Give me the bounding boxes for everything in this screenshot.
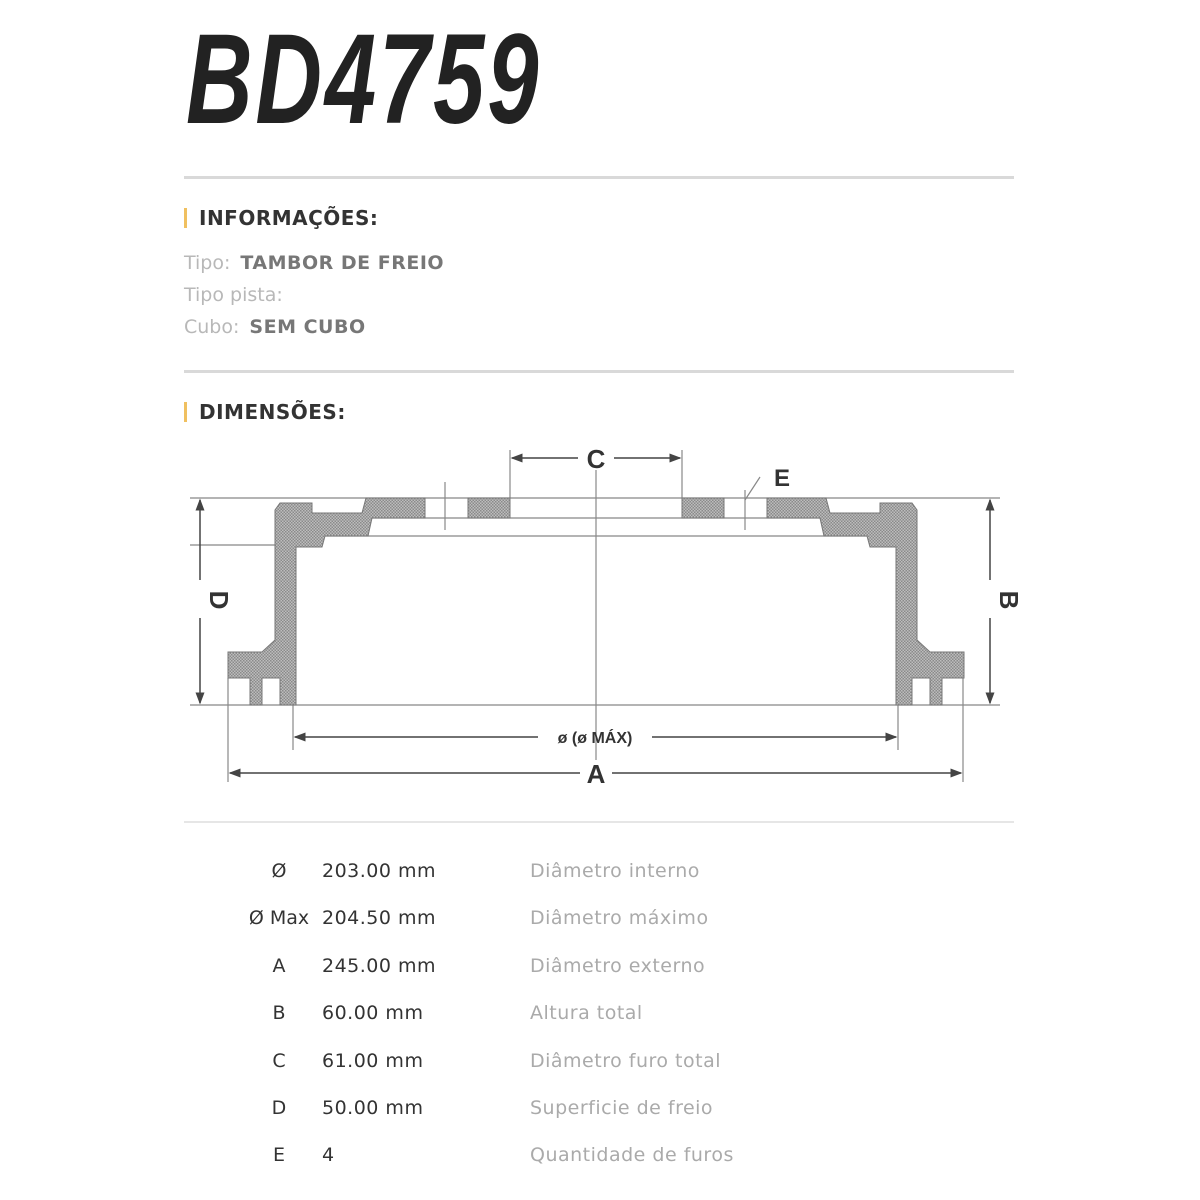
- hub-section-left: [468, 498, 510, 518]
- dimension-description: Diâmetro interno: [530, 860, 700, 882]
- dimension-description: Quantidade de furos: [530, 1144, 734, 1167]
- table-row: [0, 955, 1200, 985]
- cubo-label: Cubo:: [184, 316, 240, 338]
- dimension-value: 203.00 mm: [322, 860, 437, 882]
- table-row: [0, 1002, 1200, 1032]
- hub-section-right: [682, 498, 724, 518]
- cubo-value: SEM CUBO: [249, 316, 366, 338]
- dimension-value: 204.50 mm: [322, 907, 437, 930]
- section-info-title: INFORMAÇÕES:: [199, 206, 379, 230]
- dimension-value: 61.00 mm: [322, 1049, 424, 1072]
- table-row: [0, 1097, 1200, 1127]
- table-row: [0, 1144, 1200, 1174]
- dimension-symbol: Ø Max: [248, 907, 310, 930]
- label-e: E: [773, 465, 791, 492]
- table-row: [0, 1050, 1200, 1080]
- dimension-value: 245.00 mm: [322, 954, 437, 977]
- dimension-value: 4: [322, 1144, 335, 1167]
- pista-label: Tipo pista:: [184, 284, 283, 306]
- label-b: B: [994, 590, 1024, 610]
- label-diameter: ø (ø MÁX): [557, 730, 633, 747]
- tipo-value: TAMBOR DE FREIO: [240, 252, 445, 274]
- dimension-description: Diâmetro máximo: [530, 907, 709, 930]
- label-a: A: [586, 759, 606, 789]
- drum-section-right: [767, 498, 964, 705]
- table-row: [0, 860, 1200, 890]
- dimension-value: 60.00 mm: [322, 1002, 424, 1025]
- section-dimensions-title: DIMENSÕES:: [199, 400, 346, 424]
- dimension-symbol: Ø: [271, 860, 287, 882]
- dimension-description: Diâmetro furo total: [530, 1049, 721, 1072]
- dimension-symbol: B: [272, 1002, 286, 1025]
- table-row: [0, 907, 1200, 937]
- dimension-symbol: E: [272, 1144, 285, 1167]
- drum-section-left: [228, 498, 425, 705]
- tipo-label: Tipo:: [184, 252, 231, 274]
- dimension-symbol: D: [271, 1097, 287, 1119]
- label-c: C: [586, 444, 606, 474]
- dimension-symbol: C: [272, 1049, 286, 1072]
- divider: [184, 821, 1014, 823]
- product-code: BD4759: [186, 8, 542, 151]
- dimension-symbol: A: [272, 954, 286, 977]
- dimension-description: Superficie de freio: [530, 1097, 714, 1119]
- dimension-description: Diâmetro externo: [530, 954, 706, 977]
- dimension-value: 50.00 mm: [322, 1097, 424, 1119]
- dimension-description: Altura total: [530, 1002, 643, 1025]
- label-d: D: [204, 590, 234, 610]
